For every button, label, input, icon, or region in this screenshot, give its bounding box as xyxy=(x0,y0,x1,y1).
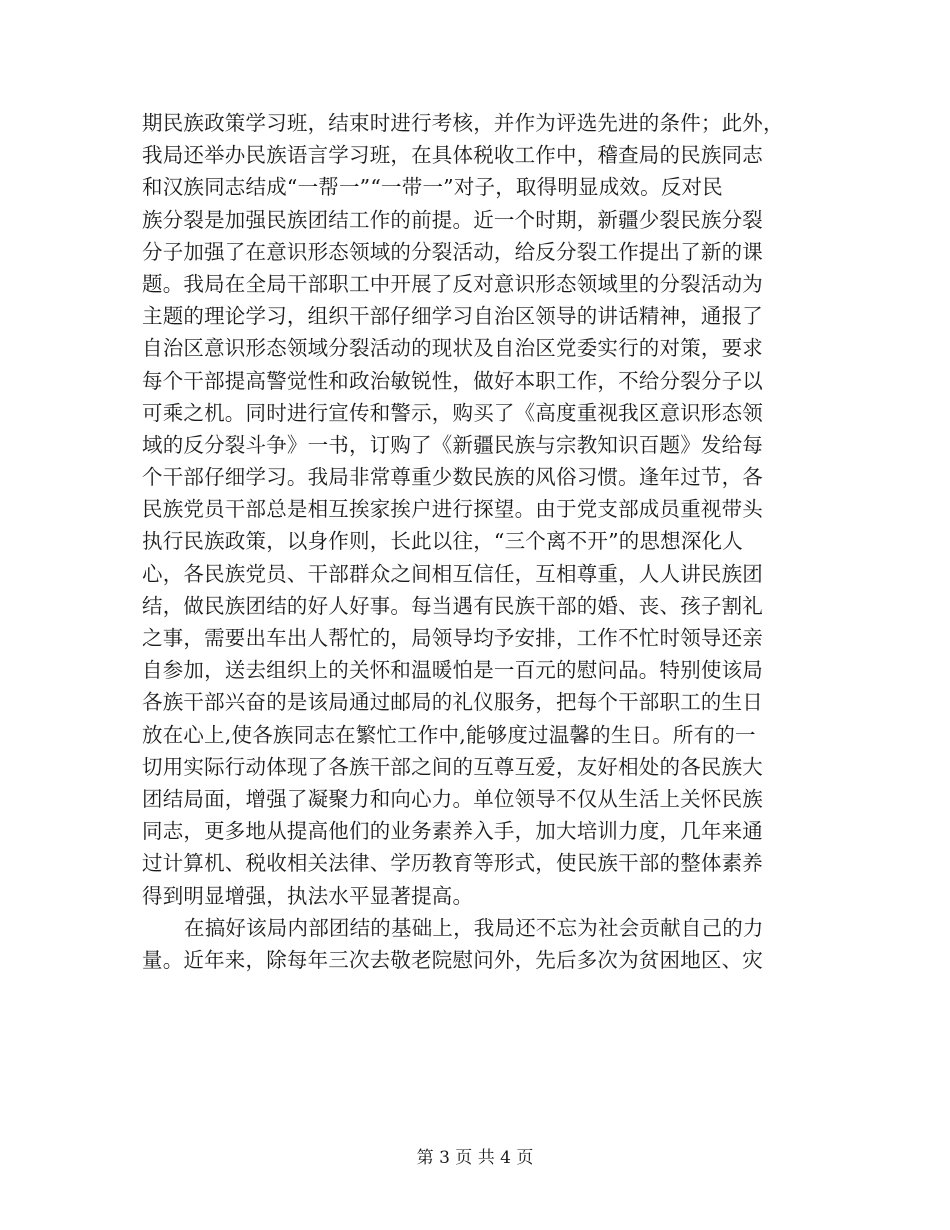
text-line: 之事，需要出车出人帮忙的，局领导均予安排，工作不忙时领导还亲 xyxy=(142,626,763,650)
text-line: 期民族政策学习班，结束时进行考核，并作为评选先进的条件；此外， xyxy=(142,111,784,135)
text-line: 我局还举办民族语言学习班，在具体税收工作中，稽查局的民族同志 xyxy=(142,143,763,168)
text-line: 族分裂是加强民族团结工作的前提。近一个时期，新疆少裂民族分裂 xyxy=(142,207,763,232)
text-line: 团结局面，增强了凝聚力和向心力。单位领导不仅从生活上关怀民族 xyxy=(142,786,763,811)
text-line: 过计算机、税收相关法律、学历教育等形式，使民族干部的整体素养 xyxy=(142,851,763,876)
page-number-footer: 第 3 页 共 4 页 xyxy=(416,1148,534,1168)
text-line: 得到明显增强，执法水平显著提高。 xyxy=(142,883,474,908)
text-line: 题。我局在全局干部职工中开展了反对意识形态领域里的分裂活动为 xyxy=(142,271,763,296)
text-line: 和汉族同志结成“一帮一”“一带一”对子，取得明显成效。反对民 xyxy=(142,175,723,200)
text-line: 自参加，送去组织上的关怀和温暖怕是一百元的慰问品。特别使该局 xyxy=(142,658,763,683)
text-line: 分子加强了在意识形态领域的分裂活动，给反分裂工作提出了新的课 xyxy=(142,239,763,264)
text-line: 可乘之机。同时进行宣传和警示，购买了《高度重视我区意识形态领 xyxy=(142,400,763,425)
text-line: 主题的理论学习，组织干部仔细学习自治区领导的讲话精神，通报了 xyxy=(142,304,763,329)
text-line: 域的反分裂斗争》一书，订购了《新疆民族与宗教知识百题》发给每 xyxy=(142,432,763,457)
text-line: 自治区意识形态领域分裂活动的现状及自治区党委实行的对策，要求 xyxy=(142,336,763,361)
text-line: 执行民族政策，以身作则，长此以往，“三个离不开”的思想深化人 xyxy=(142,529,743,554)
text-line: 同志，更多地从提高他们的业务素养入手，加大培训力度，几年来通 xyxy=(142,819,763,844)
text-line: 切用实际行动体现了各族干部之间的互尊互爱，友好相处的各民族大 xyxy=(142,754,763,779)
text-line: 心，各民族党员、干部群众之间相互信任，互相尊重，人人讲民族团 xyxy=(142,561,763,586)
text-line: 各族干部兴奋的是该局通过邮局的礼仪服务，把每个干部职工的生日 xyxy=(142,690,763,715)
text-line: 量。近年来，除每年三次去敬老院慰问外，先后多次为贫困地区、灾 xyxy=(142,947,763,972)
text-line: 民族党员干部总是相互挨家挨户进行探望。由于党支部成员重视带头 xyxy=(142,497,763,522)
text-line: 个干部仔细学习。我局非常尊重少数民族的风俗习惯。逢年过节，各 xyxy=(142,465,763,490)
text-line: 每个干部提高警觉性和政治敏锐性，做好本职工作，不给分裂分子以 xyxy=(142,368,763,393)
body-text xyxy=(142,107,810,976)
text-line: 结，做民族团结的好人好事。每当遇有民族干部的婚、丧、孩子割礼 xyxy=(142,593,763,618)
text-line: 放在心上,使各族同志在繁忙工作中,能够度过温馨的生日。所有的一 xyxy=(142,722,756,747)
paragraph-start-line: 在搞好该局内部团结的基础上，我局还不忘为社会贡献自己的力 xyxy=(184,915,764,940)
